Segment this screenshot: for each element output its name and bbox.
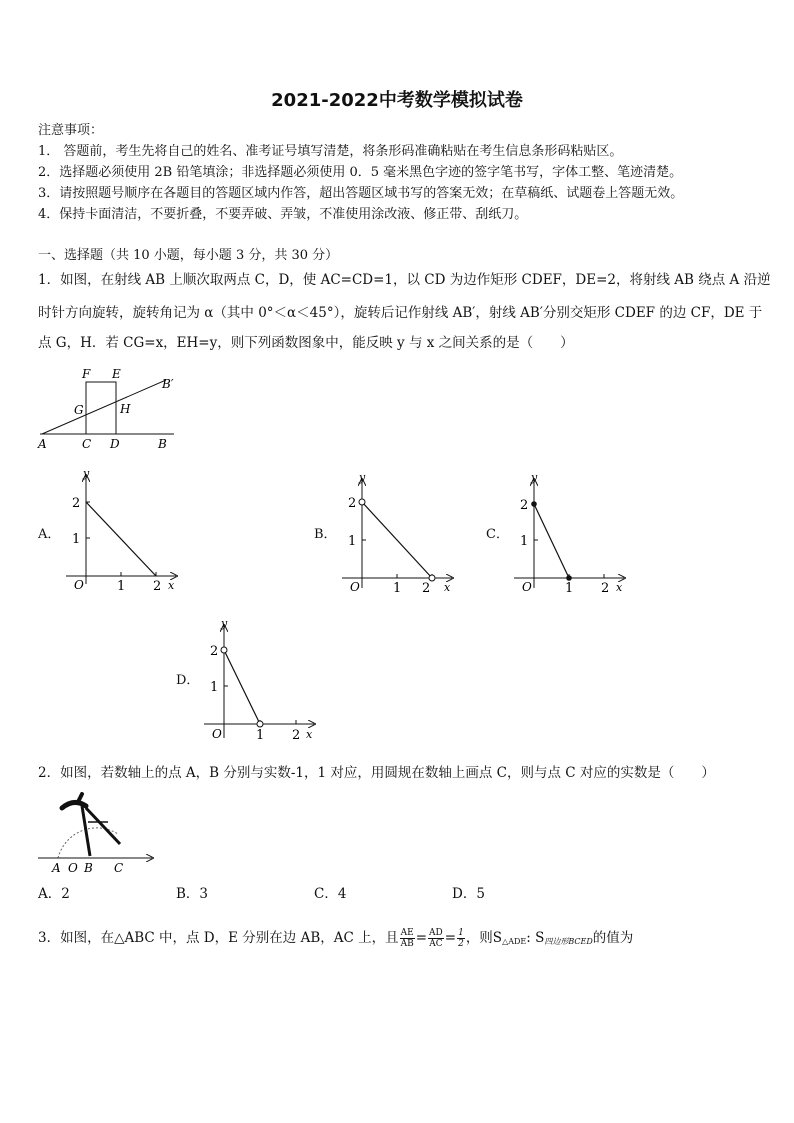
option-a-graph: [62, 466, 192, 596]
option-c-graph: [510, 470, 640, 600]
option-d-graph: [200, 616, 330, 746]
x-tick-2: 2: [153, 579, 162, 594]
label-c: C: [82, 437, 92, 451]
y-label: y: [531, 471, 538, 484]
label-o: O: [68, 861, 78, 875]
notice-item-4: 4．保持卡面清洁，不要折叠，不要弄破、弄皱，不准使用涂改液、修正带、刮纸刀。: [38, 207, 528, 222]
function-line: [224, 650, 260, 724]
q1-figure: [34, 366, 184, 452]
label-f: F: [82, 367, 91, 381]
origin-label: O: [522, 580, 532, 594]
function-line: [86, 502, 156, 576]
y-tick-1: 1: [520, 534, 529, 549]
label-e: E: [112, 367, 121, 381]
q2-figure: [34, 792, 158, 876]
function-line: [362, 502, 432, 578]
label-h: H: [120, 402, 131, 416]
y-label: y: [83, 467, 90, 480]
function-line: [534, 504, 569, 578]
closed-endpoint: [566, 575, 572, 581]
open-endpoint: [221, 647, 227, 653]
fraction-one-half: $\frac{1}{2}$: [458, 928, 464, 949]
q2-text: 2．如图，若数轴上的点 A，B 分别与实数-1，1 对应，用圆规在数轴上画点 C，则与点 C 对应的实数是（ ）: [38, 765, 715, 781]
x-label: x: [168, 579, 175, 592]
y-label: y: [359, 471, 366, 484]
x-label: x: [616, 581, 623, 594]
q1-line-3: 点 G，H．若 CG=x，EH=y，则下列函数图象中，能反映 y 与 x 之间关系的是（ ）: [38, 335, 574, 351]
q2-choice-b: B．3: [176, 886, 209, 902]
y-tick-2: 2: [72, 496, 81, 511]
origin-label: O: [350, 580, 360, 594]
y-tick-2: 2: [520, 498, 529, 513]
origin-label: O: [74, 578, 84, 592]
option-b-graph: [338, 470, 468, 600]
y-tick-2: 2: [348, 496, 357, 511]
notice-item-3: 3．请按照题号顺序在各题目的答题区域内作答，超出答题区域书写的答案无效；在草稿纸、试题卷上答题无效。: [38, 186, 684, 201]
q1-line-2: 时针方向旋转，旋转角记为 α（其中 0°＜α＜45°），旋转后记作射线 AB′，射线 AB′分别交矩形 CDEF 的边 CF，DE 于: [38, 305, 763, 321]
q1-line-1: 1．如图，在射线 AB 上顺次取两点 C，D，使 AC=CD=1，以 CD 为边作矩形 CDEF，DE=2，将射线 AB 绕点 A 沿逆: [38, 272, 771, 288]
q3-prefix: 3．如图，在△ABC 中，点 D，E 分别在边 AB，AC 上，且: [38, 930, 399, 946]
label-c: C: [114, 861, 124, 875]
compass-icon: [62, 794, 120, 856]
y-tick-2: 2: [210, 644, 219, 659]
label-bp: B′: [162, 377, 174, 391]
fraction-ae-ab: $\frac{AE}{AB}$: [400, 928, 414, 949]
q2-choice-c: C．4: [314, 886, 347, 902]
x-tick-1: 1: [117, 579, 126, 594]
option-b-letter: B．: [314, 527, 337, 542]
x-tick-1: 1: [393, 581, 402, 596]
label-a: A: [52, 861, 61, 875]
y-tick-1: 1: [72, 532, 81, 547]
y-tick-1: 1: [210, 680, 219, 695]
label-b: B: [158, 437, 167, 451]
q3-text: 3．如图，在△ABC 中，点 D，E 分别在边 AB，AC 上，且 $\frac{AE}{AB}$ = $\frac{AD}{AC}$ = $\frac{1}{2}$ ，则$S_{\triangle ADE}$: $S_{四边形BCED}$的值为: [38, 928, 634, 949]
x-tick-2: 2: [422, 581, 431, 596]
option-a-letter: A．: [38, 527, 61, 542]
q2-choice-a: A．2: [38, 886, 70, 902]
option-d-letter: D．: [176, 673, 200, 688]
page-title: 2021-2022中考数学模拟试卷: [271, 90, 523, 111]
label-b: B: [84, 861, 93, 875]
label-a: A: [38, 437, 47, 451]
x-label: x: [444, 581, 451, 594]
ray-abp: [42, 380, 166, 434]
x-label: x: [306, 728, 313, 741]
notice-item-2: 2．选择题必须使用 2B 铅笔填涂；非选择题必须使用 0．5 毫米黑色字迹的签字笔书写，字体工整、笔迹清楚。: [38, 165, 683, 180]
x-tick-1: 1: [565, 581, 574, 596]
fraction-ad-ac: $\frac{AD}{AC}$: [429, 928, 443, 949]
section-heading: 一、选择题（共 10 小题，每小题 3 分，共 30 分）: [38, 248, 339, 263]
open-endpoint: [257, 721, 263, 727]
label-d: D: [110, 437, 120, 451]
x-tick-2: 2: [292, 728, 301, 743]
x-tick-2: 2: [601, 581, 610, 596]
label-g: G: [74, 403, 84, 417]
origin-label: O: [212, 727, 222, 741]
notice-heading: 注意事项：: [38, 123, 104, 138]
y-tick-1: 1: [348, 534, 357, 549]
closed-endpoint: [531, 501, 537, 507]
open-endpoint: [359, 499, 365, 505]
q2-choice-d: D．5: [452, 886, 485, 902]
x-tick-1: 1: [256, 728, 265, 743]
notice-item-1: 1． 答题前，考生先将自己的姓名、准考证号填写清楚，将条形码准确粘贴在考生信息条形码粘贴区。: [38, 144, 623, 159]
option-c-letter: C．: [486, 527, 509, 542]
y-label: y: [221, 617, 228, 630]
